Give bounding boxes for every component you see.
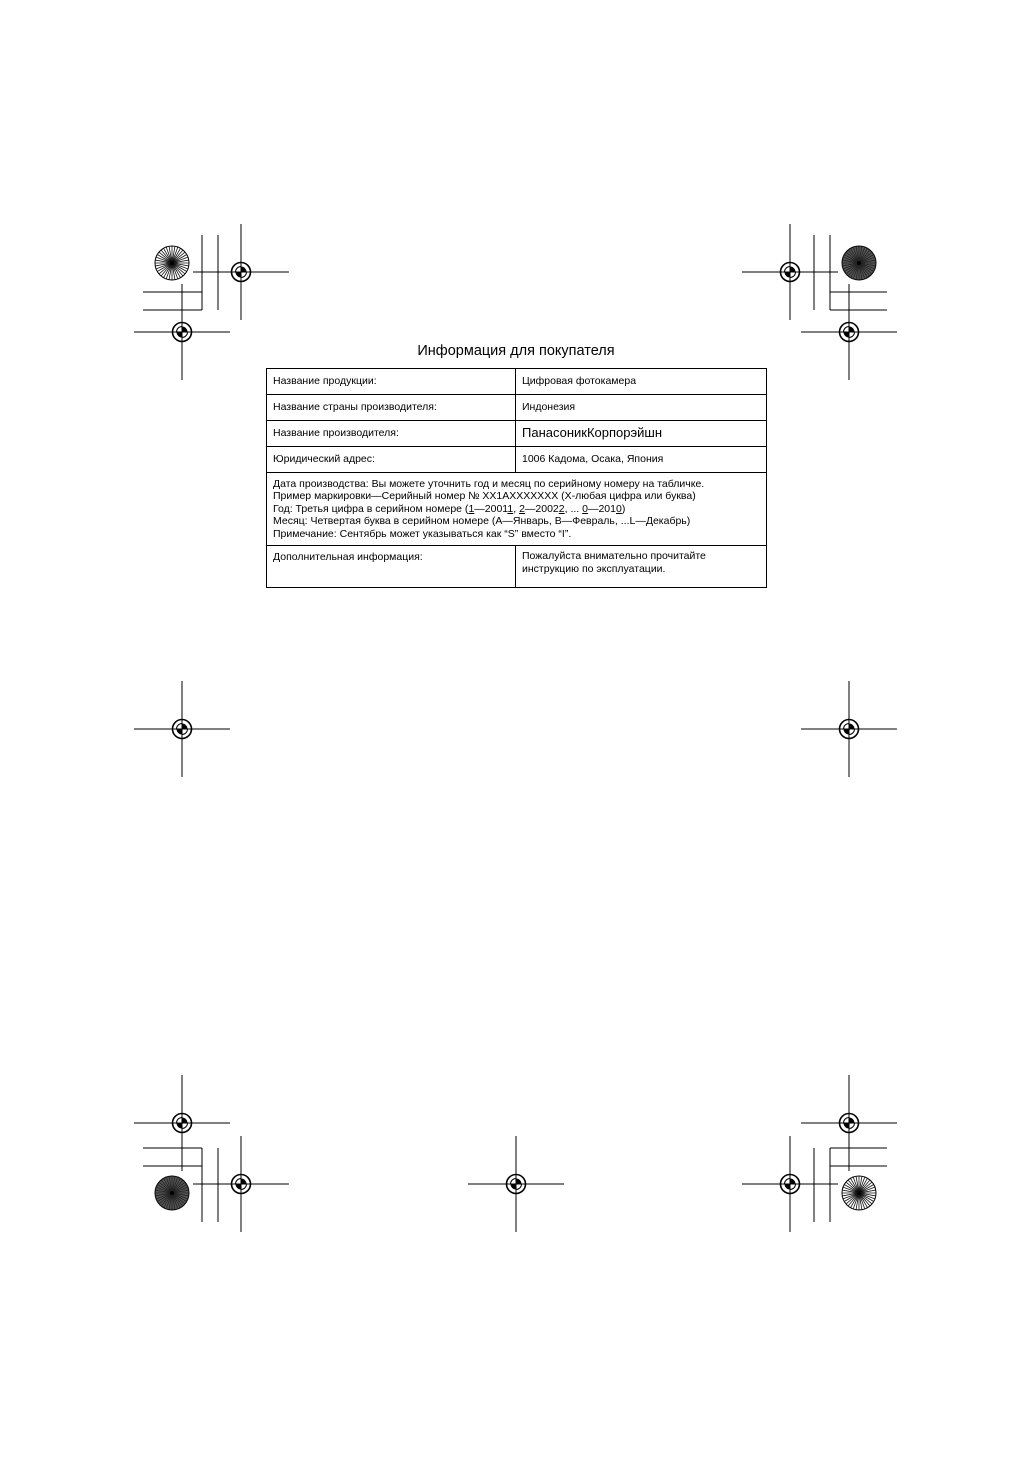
manufacturer-label: Название производителя: bbox=[267, 421, 516, 447]
country-label: Название страны производителя: bbox=[267, 395, 516, 421]
table-row bbox=[267, 369, 767, 395]
color-target-center bbox=[857, 261, 861, 265]
year-text: ) bbox=[621, 502, 626, 515]
product-name-value: Цифровая фотокамера bbox=[516, 369, 767, 395]
manufacturer-value: ПанасоникКорпорэйшн bbox=[516, 421, 767, 447]
customer-info-table bbox=[266, 368, 767, 588]
page-title: Информация для покупателя bbox=[417, 343, 615, 359]
year-digit: 0 bbox=[582, 502, 588, 515]
year-text: —201 bbox=[587, 502, 616, 515]
year-text: , ... bbox=[564, 502, 583, 515]
year-text: , bbox=[513, 502, 520, 515]
table-row bbox=[267, 546, 767, 588]
table-row bbox=[267, 395, 767, 421]
additional-info-value bbox=[516, 546, 767, 588]
additional-info-line: инструкцию по эксплуатации. bbox=[522, 562, 666, 575]
table-row bbox=[267, 473, 767, 546]
table-row bbox=[267, 421, 767, 447]
year-line bbox=[273, 503, 760, 516]
additional-info-line: Пожалуйста внимательно прочитайте bbox=[522, 550, 706, 562]
product-name-label: Название продукции: bbox=[267, 369, 516, 395]
production-date-cell bbox=[267, 473, 767, 546]
address-label: Юридический адрес: bbox=[267, 447, 516, 473]
color-target-center bbox=[170, 261, 174, 265]
address-value: 1006 Кадома, Осака, Япония bbox=[516, 447, 767, 473]
note-line: Примечание: Сентябрь может указываться как “S” вместо “I”. bbox=[273, 527, 572, 540]
production-date-line: Дата производства: Вы можете уточнить год и месяц по серийному номеру на табличке. bbox=[273, 477, 705, 490]
color-target-center bbox=[857, 1191, 861, 1195]
year-text: —2001 bbox=[474, 502, 508, 515]
table-row bbox=[267, 447, 767, 473]
year-digit: 2 bbox=[519, 502, 525, 515]
country-value: Индонезия bbox=[516, 395, 767, 421]
year-text: —2002 bbox=[524, 502, 559, 515]
marking-example-line: Пример маркировки—Серийный номер № XX1AXXXXXXX (X-любая цифра или буква) bbox=[273, 490, 696, 503]
color-target-center bbox=[170, 1191, 174, 1195]
month-line: Месяц: Четвертая буква в серийном номере (A—Январь, B—Февраль, ...L—Декабрь) bbox=[273, 515, 691, 528]
year-text: Год: Третья цифра в серийном номере ( bbox=[273, 502, 469, 515]
additional-info-label: Дополнительная информация: bbox=[267, 546, 516, 588]
year-digit: 1 bbox=[507, 502, 514, 515]
year-digit: 1 bbox=[468, 502, 475, 515]
year-digit: 0 bbox=[616, 502, 622, 515]
year-digit: 2 bbox=[558, 502, 565, 515]
